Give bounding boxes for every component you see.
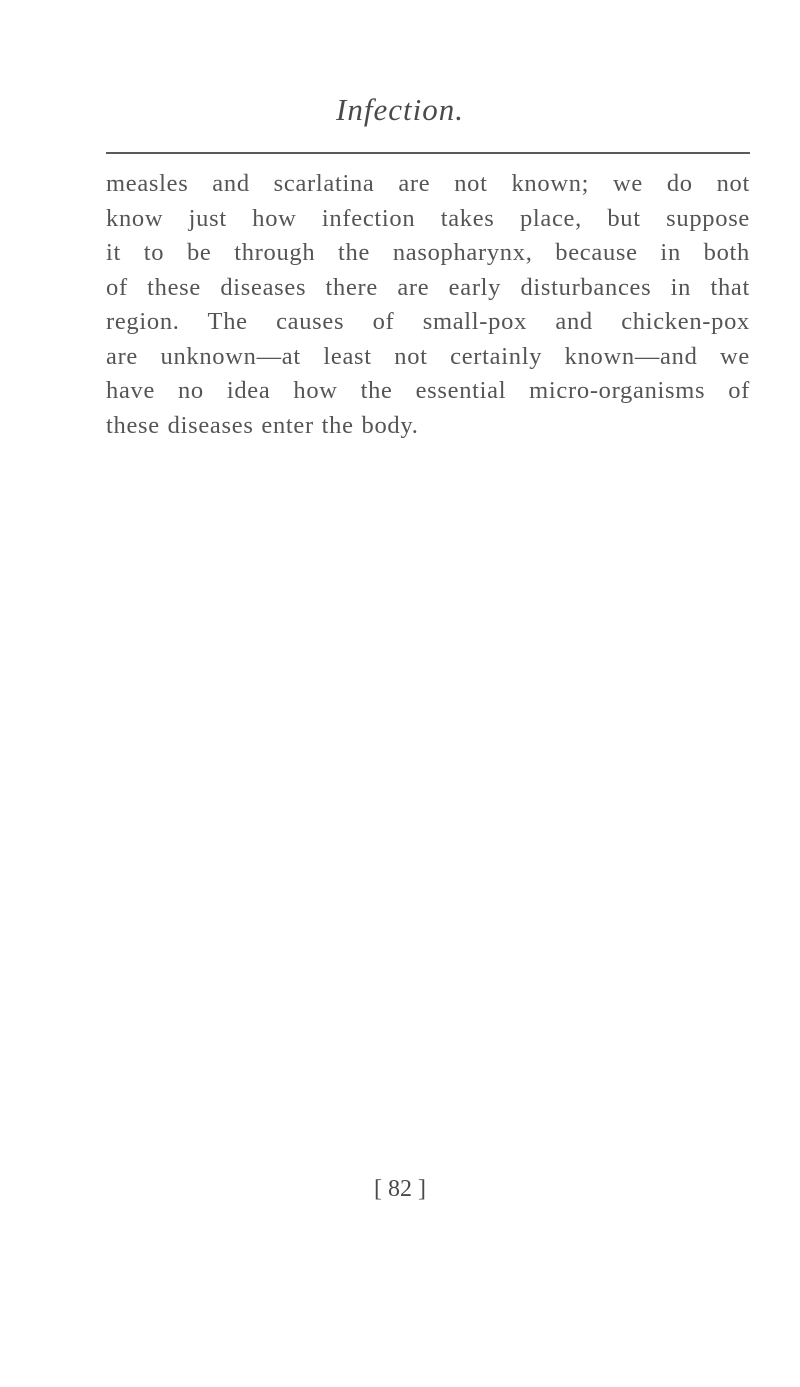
- running-head: Infection.: [336, 92, 464, 127]
- body-paragraph: [106, 167, 750, 443]
- text-line: have no idea how the essential micro-organisms of: [106, 377, 750, 404]
- page-number: [ 82 ]: [374, 1176, 426, 1202]
- text-line: these diseases enter the body.: [106, 411, 419, 439]
- header-rule: [106, 152, 750, 154]
- text-line: region. The causes of small-pox and chicken-pox: [106, 308, 750, 335]
- text-line: it to be through the nasopharynx, because in both: [106, 239, 750, 266]
- text-line: measles and scarlatina are not known; we do not: [106, 170, 750, 197]
- text-line: are unknown—at least not certainly known—and we: [106, 342, 750, 370]
- text-line: know just how infection takes place, but suppose: [106, 204, 750, 232]
- text-line: of these diseases there are early disturbances in that: [106, 273, 750, 301]
